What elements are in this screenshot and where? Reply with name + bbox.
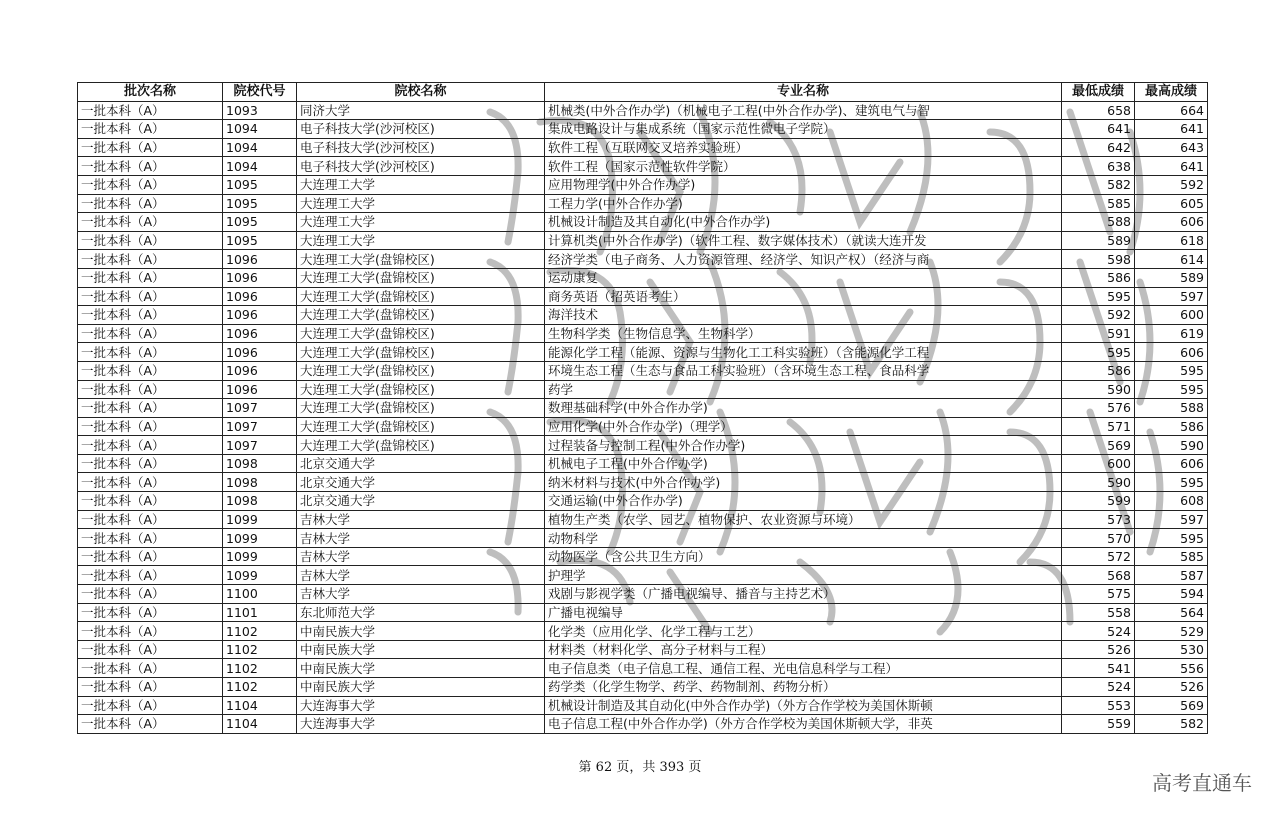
cell-min-score: 570 [1062,529,1135,548]
cell-min-score: 585 [1062,194,1135,213]
table-row [78,473,1208,492]
cell-min-score: 573 [1062,510,1135,529]
table-row [78,585,1208,604]
cell-batch-name: 一批本科（A） [78,101,223,120]
cell-min-score: 575 [1062,585,1135,604]
table-row [78,138,1208,157]
table-header-row [78,83,1208,102]
table-row [78,547,1208,566]
cell-major-name: 环境生态工程（生态与食品工科实验班）（含环境生态工程、食品科学 [545,361,1062,380]
cell-min-score: 595 [1062,343,1135,362]
header-batch-name: 批次名称 [78,83,223,102]
header-school-name: 院校名称 [297,83,545,102]
cell-school-code: 1099 [223,547,297,566]
cell-school-code: 1098 [223,454,297,473]
cell-major-name: 电子信息类（电子信息工程、通信工程、光电信息科学与工程） [545,659,1062,678]
cell-major-name: 集成电路设计与集成系统（国家示范性微电子学院） [545,120,1062,139]
cell-batch-name: 一批本科（A） [78,399,223,418]
cell-school-code: 1101 [223,603,297,622]
cell-min-score: 589 [1062,231,1135,250]
cell-school-name: 吉林大学 [297,510,545,529]
cell-batch-name: 一批本科（A） [78,306,223,325]
cell-max-score: 641 [1135,120,1208,139]
cell-school-code: 1096 [223,250,297,269]
cell-min-score: 590 [1062,380,1135,399]
cell-batch-name: 一批本科（A） [78,622,223,641]
cell-min-score: 641 [1062,120,1135,139]
table-row [78,566,1208,585]
cell-min-score: 591 [1062,324,1135,343]
cell-min-score: 595 [1062,287,1135,306]
cell-school-name: 大连理工大学(盘锦校区) [297,287,545,306]
cell-max-score: 564 [1135,603,1208,622]
table-row [78,380,1208,399]
cell-batch-name: 一批本科（A） [78,436,223,455]
cell-major-name: 广播电视编导 [545,603,1062,622]
cell-school-name: 大连理工大学 [297,194,545,213]
cell-school-name: 大连理工大学(盘锦校区) [297,306,545,325]
cell-major-name: 机械电子工程(中外合作办学) [545,454,1062,473]
cell-major-name: 药学类（化学生物学、药学、药物制剂、药物分析） [545,678,1062,697]
cell-school-code: 1100 [223,585,297,604]
cell-batch-name: 一批本科（A） [78,343,223,362]
cell-min-score: 571 [1062,417,1135,436]
cell-school-name: 电子科技大学(沙河校区) [297,120,545,139]
admission-score-table [77,82,1208,734]
cell-major-name: 数理基础科学(中外合作办学) [545,399,1062,418]
cell-school-code: 1096 [223,268,297,287]
cell-school-code: 1097 [223,436,297,455]
cell-min-score: 642 [1062,138,1135,157]
cell-batch-name: 一批本科（A） [78,361,223,380]
cell-max-score: 606 [1135,454,1208,473]
cell-max-score: 664 [1135,101,1208,120]
cell-max-score: 595 [1135,380,1208,399]
table-row [78,640,1208,659]
table-row [78,603,1208,622]
cell-school-name: 大连理工大学(盘锦校区) [297,380,545,399]
cell-max-score: 600 [1135,306,1208,325]
cell-major-name: 海洋技术 [545,306,1062,325]
table-row [78,436,1208,455]
cell-max-score: 619 [1135,324,1208,343]
cell-school-name: 大连理工大学(盘锦校区) [297,436,545,455]
cell-school-name: 电子科技大学(沙河校区) [297,157,545,176]
cell-school-name: 北京交通大学 [297,454,545,473]
cell-school-code: 1099 [223,566,297,585]
cell-batch-name: 一批本科（A） [78,287,223,306]
cell-school-name: 吉林大学 [297,585,545,604]
cell-batch-name: 一批本科（A） [78,213,223,232]
cell-school-code: 1096 [223,361,297,380]
header-major-name: 专业名称 [545,83,1062,102]
cell-batch-name: 一批本科（A） [78,380,223,399]
cell-major-name: 软件工程（国家示范性软件学院） [545,157,1062,176]
cell-max-score: 526 [1135,678,1208,697]
cell-school-name: 中南民族大学 [297,678,545,697]
cell-min-score: 572 [1062,547,1135,566]
cell-major-name: 戏剧与影视学类（广播电视编导、播音与主持艺术） [545,585,1062,604]
cell-school-code: 1097 [223,417,297,436]
table-row [78,492,1208,511]
cell-max-score: 530 [1135,640,1208,659]
cell-min-score: 588 [1062,213,1135,232]
cell-school-name: 东北师范大学 [297,603,545,622]
cell-min-score: 569 [1062,436,1135,455]
cell-min-score: 558 [1062,603,1135,622]
cell-max-score: 608 [1135,492,1208,511]
cell-batch-name: 一批本科（A） [78,157,223,176]
table-row [78,715,1208,734]
cell-major-name: 植物生产类（农学、园艺、植物保护、农业资源与环境） [545,510,1062,529]
table-row [78,622,1208,641]
cell-school-code: 1096 [223,287,297,306]
cell-max-score: 592 [1135,175,1208,194]
cell-school-code: 1094 [223,157,297,176]
cell-school-name: 大连理工大学(盘锦校区) [297,361,545,380]
table-row [78,361,1208,380]
table-row [78,696,1208,715]
cell-max-score: 585 [1135,547,1208,566]
cell-major-name: 计算机类(中外合作办学)（软件工程、数字媒体技术）（就读大连开发 [545,231,1062,250]
cell-school-code: 1095 [223,175,297,194]
cell-batch-name: 一批本科（A） [78,454,223,473]
cell-school-code: 1102 [223,640,297,659]
cell-school-name: 大连海事大学 [297,715,545,734]
cell-min-score: 524 [1062,622,1135,641]
cell-major-name: 工程力学(中外合作办学) [545,194,1062,213]
cell-batch-name: 一批本科（A） [78,175,223,194]
cell-min-score: 590 [1062,473,1135,492]
table-row [78,157,1208,176]
cell-school-name: 吉林大学 [297,547,545,566]
table-row [78,231,1208,250]
cell-min-score: 559 [1062,715,1135,734]
cell-major-name: 药学 [545,380,1062,399]
table-row [78,324,1208,343]
cell-major-name: 化学类（应用化学、化学工程与工艺） [545,622,1062,641]
cell-school-name: 北京交通大学 [297,492,545,511]
cell-major-name: 软件工程（互联网交叉培养实验班） [545,138,1062,157]
cell-school-code: 1094 [223,138,297,157]
cell-max-score: 597 [1135,287,1208,306]
cell-batch-name: 一批本科（A） [78,492,223,511]
cell-school-code: 1096 [223,343,297,362]
cell-school-name: 大连理工大学 [297,213,545,232]
cell-major-name: 过程装备与控制工程(中外合作办学) [545,436,1062,455]
cell-max-score: 556 [1135,659,1208,678]
table-row [78,659,1208,678]
cell-school-code: 1096 [223,306,297,325]
table-row [78,678,1208,697]
cell-major-name: 机械设计制造及其自动化(中外合作办学) [545,213,1062,232]
cell-major-name: 机械类(中外合作办学)（机械电子工程(中外合作办学)、建筑电气与智 [545,101,1062,120]
cell-school-name: 大连理工大学(盘锦校区) [297,250,545,269]
cell-min-score: 638 [1062,157,1135,176]
table-row [78,120,1208,139]
cell-school-name: 电子科技大学(沙河校区) [297,138,545,157]
cell-max-score: 606 [1135,213,1208,232]
page-footer: 第 62 页，共 393 页 [578,760,702,775]
cell-school-code: 1097 [223,399,297,418]
cell-major-name: 交通运输(中外合作办学) [545,492,1062,511]
cell-major-name: 纳米材料与技术(中外合作办学) [545,473,1062,492]
table-row [78,268,1208,287]
table-row [78,213,1208,232]
cell-school-code: 1099 [223,510,297,529]
table-row [78,101,1208,120]
cell-batch-name: 一批本科（A） [78,417,223,436]
cell-school-code: 1095 [223,213,297,232]
cell-batch-name: 一批本科（A） [78,194,223,213]
cell-batch-name: 一批本科（A） [78,120,223,139]
cell-major-name: 材料类（材料化学、高分子材料与工程） [545,640,1062,659]
cell-major-name: 动物医学（含公共卫生方向） [545,547,1062,566]
cell-school-code: 1102 [223,678,297,697]
cell-max-score: 643 [1135,138,1208,157]
cell-min-score: 658 [1062,101,1135,120]
table-row [78,194,1208,213]
cell-max-score: 595 [1135,361,1208,380]
cell-major-name: 护理学 [545,566,1062,585]
cell-major-name: 电子信息工程(中外合作办学)（外方合作学校为美国休斯顿大学，非英 [545,715,1062,734]
cell-school-code: 1094 [223,120,297,139]
cell-school-code: 1102 [223,622,297,641]
cell-min-score: 526 [1062,640,1135,659]
cell-batch-name: 一批本科（A） [78,696,223,715]
cell-school-code: 1104 [223,715,297,734]
cell-max-score: 587 [1135,566,1208,585]
table-row [78,510,1208,529]
cell-school-name: 中南民族大学 [297,640,545,659]
cell-major-name: 能源化学工程（能源、资源与生物化工工科实验班）（含能源化学工程 [545,343,1062,362]
cell-major-name: 应用化学(中外合作办学)（理学） [545,417,1062,436]
cell-school-code: 1104 [223,696,297,715]
cell-min-score: 599 [1062,492,1135,511]
cell-batch-name: 一批本科（A） [78,585,223,604]
cell-batch-name: 一批本科（A） [78,510,223,529]
cell-school-name: 同济大学 [297,101,545,120]
cell-min-score: 524 [1062,678,1135,697]
cell-batch-name: 一批本科（A） [78,231,223,250]
cell-max-score: 641 [1135,157,1208,176]
cell-major-name: 机械设计制造及其自动化(中外合作办学)（外方合作学校为美国休斯顿 [545,696,1062,715]
table-row [78,399,1208,418]
cell-batch-name: 一批本科（A） [78,603,223,622]
cell-school-name: 吉林大学 [297,529,545,548]
cell-max-score: 590 [1135,436,1208,455]
cell-school-code: 1096 [223,324,297,343]
table-row [78,175,1208,194]
cell-batch-name: 一批本科（A） [78,566,223,585]
cell-min-score: 568 [1062,566,1135,585]
cell-max-score: 529 [1135,622,1208,641]
cell-school-code: 1098 [223,473,297,492]
cell-min-score: 541 [1062,659,1135,678]
cell-max-score: 594 [1135,585,1208,604]
cell-major-name: 动物科学 [545,529,1062,548]
cell-min-score: 553 [1062,696,1135,715]
cell-min-score: 582 [1062,175,1135,194]
cell-batch-name: 一批本科（A） [78,640,223,659]
table-body [78,101,1208,733]
cell-school-name: 大连理工大学 [297,175,545,194]
table-row [78,287,1208,306]
cell-school-name: 中南民族大学 [297,622,545,641]
cell-min-score: 576 [1062,399,1135,418]
cell-batch-name: 一批本科（A） [78,547,223,566]
cell-batch-name: 一批本科（A） [78,250,223,269]
cell-school-code: 1102 [223,659,297,678]
cell-batch-name: 一批本科（A） [78,678,223,697]
table-row [78,306,1208,325]
header-school-code: 院校代号 [223,83,297,102]
cell-min-score: 592 [1062,306,1135,325]
cell-school-name: 吉林大学 [297,566,545,585]
cell-min-score: 586 [1062,361,1135,380]
header-min-score: 最低成绩 [1062,83,1135,102]
cell-batch-name: 一批本科（A） [78,659,223,678]
cell-batch-name: 一批本科（A） [78,529,223,548]
cell-school-name: 大连理工大学(盘锦校区) [297,268,545,287]
cell-major-name: 运动康复 [545,268,1062,287]
cell-major-name: 生物科学类（生物信息学、生物科学） [545,324,1062,343]
cell-min-score: 600 [1062,454,1135,473]
cell-batch-name: 一批本科（A） [78,473,223,492]
cell-max-score: 618 [1135,231,1208,250]
cell-major-name: 应用物理学(中外合作办学) [545,175,1062,194]
cell-max-score: 569 [1135,696,1208,715]
watermark-text: 高考直通车 [1152,771,1252,795]
cell-school-name: 大连理工大学(盘锦校区) [297,399,545,418]
cell-school-code: 1093 [223,101,297,120]
table-row [78,250,1208,269]
cell-max-score: 582 [1135,715,1208,734]
cell-max-score: 589 [1135,268,1208,287]
cell-max-score: 614 [1135,250,1208,269]
cell-major-name: 经济学类（电子商务、人力资源管理、经济学、知识产权）（经济与商 [545,250,1062,269]
cell-min-score: 598 [1062,250,1135,269]
cell-school-code: 1099 [223,529,297,548]
cell-max-score: 595 [1135,529,1208,548]
cell-school-name: 大连海事大学 [297,696,545,715]
cell-school-name: 中南民族大学 [297,659,545,678]
cell-school-code: 1096 [223,380,297,399]
cell-major-name: 商务英语（招英语考生） [545,287,1062,306]
cell-school-code: 1098 [223,492,297,511]
cell-max-score: 595 [1135,473,1208,492]
cell-max-score: 588 [1135,399,1208,418]
cell-school-name: 大连理工大学(盘锦校区) [297,343,545,362]
cell-batch-name: 一批本科（A） [78,138,223,157]
cell-max-score: 605 [1135,194,1208,213]
cell-batch-name: 一批本科（A） [78,268,223,287]
table-row [78,454,1208,473]
cell-max-score: 606 [1135,343,1208,362]
cell-max-score: 586 [1135,417,1208,436]
cell-school-code: 1095 [223,194,297,213]
cell-max-score: 597 [1135,510,1208,529]
cell-school-code: 1095 [223,231,297,250]
cell-batch-name: 一批本科（A） [78,715,223,734]
header-max-score: 最高成绩 [1135,83,1208,102]
table-row [78,417,1208,436]
cell-min-score: 586 [1062,268,1135,287]
table-row [78,529,1208,548]
cell-batch-name: 一批本科（A） [78,324,223,343]
cell-school-name: 北京交通大学 [297,473,545,492]
cell-school-name: 大连理工大学(盘锦校区) [297,417,545,436]
cell-school-name: 大连理工大学 [297,231,545,250]
cell-school-name: 大连理工大学(盘锦校区) [297,324,545,343]
table-row [78,343,1208,362]
